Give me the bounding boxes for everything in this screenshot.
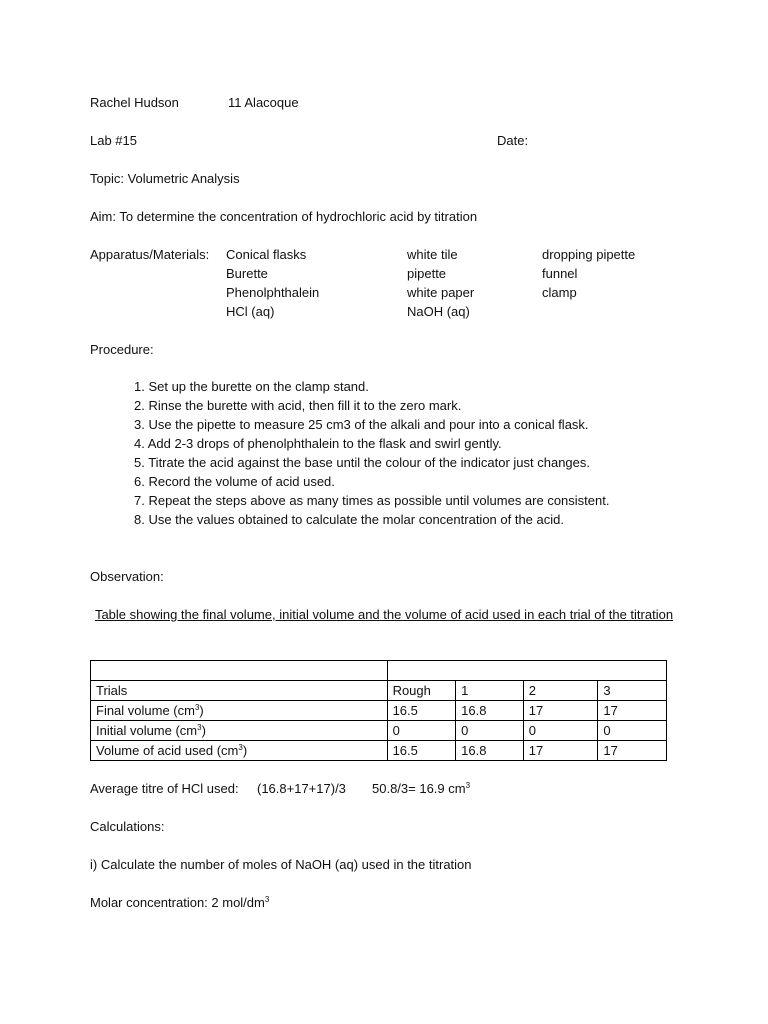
apparatus-item: dropping pipette [542,247,636,262]
table-header-cell: 3 [598,681,667,701]
table-cell: 17 [523,701,598,721]
table-caption: Table showing the final volume, initial volume and the volume of acid used in each trial of the titration [94,607,674,622]
procedure-step: 2. Rinse the burette with acid, then fill it to the zero mark. [134,398,462,413]
superscript: 3 [264,895,270,904]
observation-label: Observation: [90,569,164,584]
apparatus-item: clamp [542,285,577,300]
procedure-step: 5. Titrate the acid against the base until the colour of the indicator just changes. [134,455,591,470]
table-row [91,741,667,761]
procedure-step: 8. Use the values obtained to calculate the molar concentration of the acid. [134,512,564,527]
row-label-text: Initial volume (cm [96,722,198,738]
apparatus-item: NaOH (aq) [407,304,470,319]
procedure-steps [134,377,609,529]
table-header-cell: Rough [387,681,456,701]
table-cell: 17 [598,741,667,761]
apparatus-item: white paper [407,285,475,300]
apparatus-item: pipette [407,266,447,281]
row-label-text: Final volume (cm [96,702,195,718]
table-cell: 17 [598,701,667,721]
table-cell: 0 [523,721,598,741]
calculations-label: Calculations: [90,819,165,834]
table-cell: 17 [523,741,598,761]
average-result [372,779,470,798]
apparatus-item: funnel [542,266,578,281]
procedure-label: Procedure: [90,342,154,357]
row-label-text: Volume of acid used (cm [96,742,239,758]
apparatus-label: Apparatus/Materials: [90,247,210,262]
apparatus-item: Burette [226,266,268,281]
average-label: Average titre of HCl used: [90,781,239,796]
apparatus-item: HCl (aq) [226,304,275,319]
table-cell: 16.8 [456,701,524,721]
procedure-step: 7. Repeat the steps above as many times as possible until volumes are consistent. [134,493,610,508]
average-expression: (16.8+17+17)/3 [257,781,346,796]
table-row [91,701,667,721]
superscript: 3 [465,781,471,790]
superscript: 3 [238,742,243,752]
results-table [90,660,667,761]
table-header-row [91,681,667,701]
table-cell [387,661,666,681]
table-row-label [91,701,388,721]
question-i: i) Calculate the number of moles of NaOH (aq) used in the titration [90,857,472,872]
student-name: Rachel Hudson [90,95,179,110]
row-label-tail: ) [242,742,248,758]
table-cell: 0 [387,721,456,741]
table-row-label [91,741,388,761]
table-cell: 0 [456,721,524,741]
procedure-step: 6. Record the volume of acid used. [134,474,335,489]
table-cell: 16.5 [387,701,456,721]
superscript: 3 [194,702,200,712]
apparatus-item: Conical flasks [226,247,307,262]
row-label-tail: ) [199,702,204,718]
table-header-cell: Trials [91,681,388,701]
lab-number: Lab #15 [90,133,137,148]
procedure-step: 1. Set up the burette on the clamp stand. [134,379,369,394]
average-result-text: 50.8/3= 16.9 cm [372,781,466,796]
table-header-cell: 2 [523,681,598,701]
aim: Aim: To determine the concentration of hydrochloric acid by titration [90,209,478,224]
student-class: 11 Alacoque [228,95,299,110]
procedure-step: 3. Use the pipette to measure 25 cm3 of the alkali and pour into a conical flask. [134,417,589,432]
table-cell: 16.5 [387,741,456,761]
table-cell [91,661,388,681]
procedure-step: 4. Add 2-3 drops of phenolphthalein to the flask and swirl gently. [134,436,502,451]
table-header-cell: 1 [456,681,524,701]
date-label: Date: [497,133,529,148]
table-blank-row [91,661,667,681]
molar-concentration-text: Molar concentration: 2 mol/dm [90,895,265,910]
molar-concentration [90,893,269,912]
table-row-label [91,721,388,741]
table-cell: 16.8 [456,741,524,761]
topic: Topic: Volumetric Analysis [90,171,240,186]
superscript: 3 [197,722,202,732]
row-label-tail: ) [201,722,206,738]
apparatus-item: white tile [407,247,458,262]
table-row [91,721,667,741]
table-cell: 0 [598,721,667,741]
apparatus-item: Phenolphthalein [226,285,320,300]
